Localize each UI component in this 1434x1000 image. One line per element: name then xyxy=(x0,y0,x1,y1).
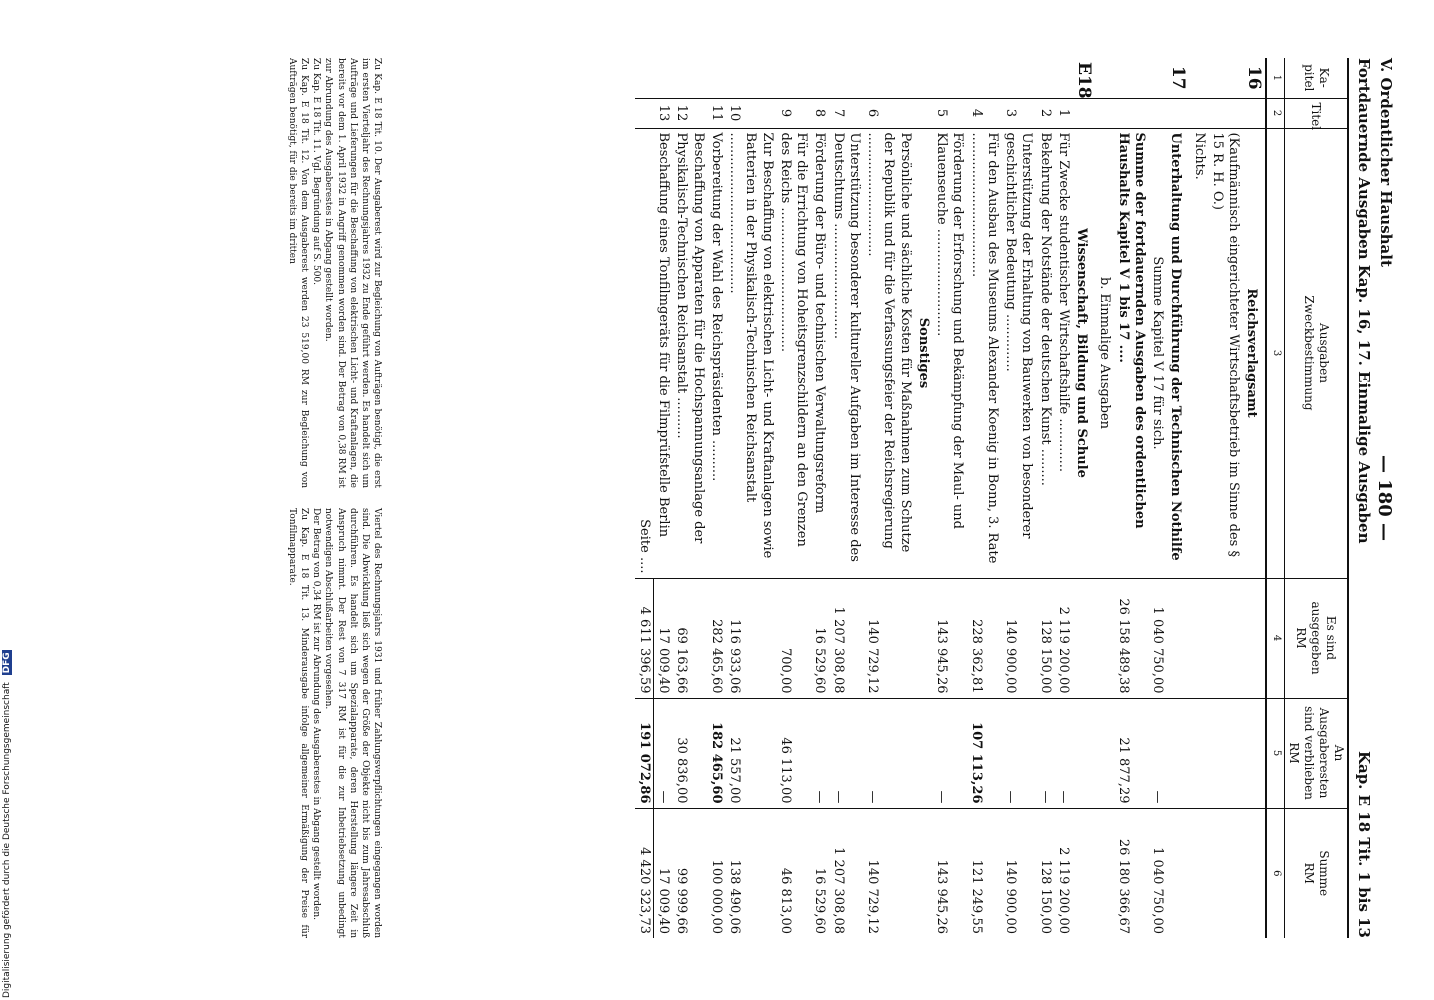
summe-cell: 4 420 323,73 xyxy=(635,808,654,938)
resten-cell xyxy=(1208,698,1243,808)
ausgegeben-cell: 143 945,26 xyxy=(932,578,967,698)
table-row xyxy=(1242,58,1266,938)
titel-cell xyxy=(914,98,932,128)
ausgegeben-cell: 4 611 396,59 xyxy=(635,578,654,698)
footnotes-left xyxy=(286,58,383,488)
titel-cell: 8 xyxy=(810,98,828,128)
kapitel-cell xyxy=(1095,58,1113,98)
kapitel-cell xyxy=(776,58,811,98)
header-range: Kap. E 18 Tit. 1 bis 13 xyxy=(1355,750,1373,938)
col-number: 1 xyxy=(1267,58,1285,98)
kapitel-cell xyxy=(1054,58,1072,98)
table-row xyxy=(725,58,776,938)
summe-cell xyxy=(914,808,932,938)
rotated-page-content xyxy=(95,58,1395,938)
kapitel-cell: 16 xyxy=(1244,65,1265,90)
col-zweck-header: Ausgaben Zweckbestimmung xyxy=(1285,128,1349,578)
ausgegeben-cell: 1 207 308,08 xyxy=(829,578,864,698)
summe-cell: 16 529,60 xyxy=(810,808,828,938)
col-resten-unit: RM xyxy=(1287,742,1301,764)
ausgegeben-cell xyxy=(1208,578,1243,698)
resten-cell xyxy=(1242,698,1266,808)
table-row xyxy=(1190,58,1208,938)
col-number: 3 xyxy=(1267,128,1285,578)
ausgegeben-cell: 2 119 200,00 xyxy=(1054,578,1072,698)
resten-cell xyxy=(1072,698,1095,808)
page-number: — 180 — xyxy=(1374,454,1395,542)
resten-cell xyxy=(914,698,932,808)
kapitel-cell xyxy=(829,58,864,98)
summe-cell: 100 000,00 xyxy=(707,808,725,938)
zweck-cell: Beschaffung eines Tonfilmgeräts für die Filmprüfstelle Berlin xyxy=(654,128,673,578)
budget-table xyxy=(635,58,1349,938)
zweck-cell: Sonstiges xyxy=(914,128,932,578)
col-number: 5 xyxy=(1267,698,1285,808)
table-row xyxy=(1054,58,1072,938)
ausgegeben-cell: 116 933,06 xyxy=(725,578,776,698)
table-row xyxy=(1166,58,1189,938)
titel-cell xyxy=(1072,98,1095,128)
titel-cell xyxy=(1190,98,1208,128)
col-number: 6 xyxy=(1267,808,1285,938)
kapitel-cell xyxy=(1036,58,1054,98)
zweck-cell: Vorbereitung der Wahl des Reichspräsidenten .......... xyxy=(707,128,725,578)
summe-cell xyxy=(1166,808,1189,938)
ausgegeben-cell: 282 465,60 xyxy=(707,578,725,698)
ausgegeben-cell xyxy=(1095,578,1113,698)
zweck-cell: Bekehrung der Notstände der deutschen Kunst ......... xyxy=(1036,128,1054,578)
zweck-cell: Beschaffung von Apparaten für die Hochspannungsanlage der Physikalisch-Technischen Reichsanstalt .......... xyxy=(672,128,707,578)
kapitel-cell: E18 xyxy=(1074,62,1095,99)
titel-cell: 5 xyxy=(932,98,967,128)
table-row xyxy=(1208,58,1243,938)
resten-cell xyxy=(1095,698,1113,808)
kapitel-cell xyxy=(1208,58,1243,98)
footnote-text: Zu Kap. E 18 Tit. 10. Der Ausgaberest wird zur Begleichung von Aufträgen benötigt, die erst im ersten Vierteljahr des Rechnungsjahres 1932 zu Ende geführt werden. Es handelt sich um Aufträge und Lieferungen für die Beschaffung von elektrischen Licht- und Kraftanlagen, die bereits vor dem 1. April 1932 in Angriff genommen worden sind. Der Betrag von 0,38 RM ist zur Abrundung des Ausgaberestes in Abgang gestellt worden. Zu Kap. E 18 Tit. 11. Vgl. Begründung auf S. 500. Zu Kap. E 18 Tit. 12. Von dem Ausgaberest werden 23 519,00 RM zur Begleichung von Aufträgen benötigt, für die bereits im dritten xyxy=(287,58,382,488)
zweck-cell: Förderung der Erforschung und Bekämpfung der Maul- und Klauenseuche .......................... xyxy=(932,128,967,578)
table-row xyxy=(672,58,707,938)
summe-cell xyxy=(1072,808,1095,938)
summe-cell: 1 207 308,08 xyxy=(829,808,864,938)
titel-cell: 1 xyxy=(1054,98,1072,128)
zweck-cell: Für den Ausbau des Museums Alexander Koenig in Bonn, 3. Rate ................................... xyxy=(967,128,1002,578)
ausgegeben-cell xyxy=(1242,578,1266,698)
table-row xyxy=(829,58,864,938)
col-ausgegeben-label: Es sind ausgegeben xyxy=(1309,601,1339,675)
summe-cell: 99 999,66 xyxy=(672,808,707,938)
header-subtitle: Fortdauernde Ausgaben Kap. 16, 17. Einmalige Ausgaben xyxy=(1355,58,1373,544)
titel-cell xyxy=(1208,98,1243,128)
table-row xyxy=(967,58,1002,938)
table-row xyxy=(654,58,673,938)
page-header xyxy=(1349,58,1395,938)
kapitel-cell xyxy=(967,58,1002,98)
table-row xyxy=(914,58,932,938)
zweck-cell: Summe der fortdauernden Ausgaben des ordentlichen Haushalts Kapitel V 1 bis 17 .... xyxy=(1114,128,1149,578)
kapitel-cell xyxy=(932,58,967,98)
summe-cell xyxy=(1095,808,1113,938)
zweck-cell: Zur Beschaffung von elektrischen Licht- und Kraftanlagen sowie Batterien in der Physikalisch-Technischen Reichsanstalt ....................................... xyxy=(725,128,776,578)
summe-cell: 26 180 366,67 xyxy=(1114,808,1149,938)
resten-cell: 46 113,00 xyxy=(776,698,811,808)
footnotes-right xyxy=(286,508,383,938)
ausgegeben-cell xyxy=(1166,578,1189,698)
table-row xyxy=(707,58,725,938)
table-row xyxy=(1072,58,1095,938)
summe-cell: 1 040 750,00 xyxy=(1148,808,1166,938)
kapitel-cell xyxy=(725,58,776,98)
resten-cell xyxy=(1190,698,1208,808)
titel-cell xyxy=(635,98,654,128)
ausgegeben-cell xyxy=(914,578,932,698)
titel-cell: 2 xyxy=(1036,98,1054,128)
zweck-cell: b. Einmalige Ausgaben xyxy=(1095,128,1113,578)
summe-cell: 143 945,26 xyxy=(932,808,967,938)
titel-cell: 13 xyxy=(654,98,673,128)
resten-cell: — xyxy=(810,698,828,808)
kapitel-cell xyxy=(654,58,673,98)
summe-cell: 138 490,06 xyxy=(725,808,776,938)
kapitel-cell xyxy=(707,58,725,98)
col-summe-label: Summe xyxy=(1317,850,1331,897)
dfg-logo: DFG xyxy=(2,652,12,674)
ausgegeben-cell: 228 362,81 xyxy=(967,578,1002,698)
ausgegeben-cell: 140 900,00 xyxy=(1001,578,1036,698)
titel-cell xyxy=(1242,98,1266,128)
titel-cell: 3 xyxy=(1001,98,1036,128)
zweck-cell: Für Zwecke studentischer Wirtschaftshilfe ............. xyxy=(1054,128,1072,578)
resten-cell: 21 877,29 xyxy=(1114,698,1149,808)
titel-cell: 7 xyxy=(829,98,864,128)
titel-cell: 11 xyxy=(707,98,725,128)
summe-cell: 17 009,40 xyxy=(654,808,673,938)
summe-cell: 2 119 200,00 xyxy=(1054,808,1072,938)
zweck-cell: Für die Errichtung von Hoheitsgrenzschildern an den Grenzen des Reichs ................................... xyxy=(776,128,811,578)
kapitel-cell xyxy=(1114,58,1149,98)
zweck-cell: Persönliche und sächliche Kosten für Maßnahmen zum Schutze der Republik und für die Verfassungsfeier der Reichsregierung .............................. xyxy=(863,128,914,578)
resten-cell: 107 113,26 xyxy=(967,698,1002,808)
zweck-cell: Reichsverlagsamt xyxy=(1242,128,1266,578)
col-number: 2 xyxy=(1267,98,1285,128)
summe-cell: 46 813,00 xyxy=(776,808,811,938)
summe-cell xyxy=(1190,808,1208,938)
col-titel-header: Titel xyxy=(1285,98,1349,128)
zweck-cell: Wissenschaft, Bildung und Schule xyxy=(1072,128,1095,578)
resten-cell: — xyxy=(1036,698,1054,808)
kapitel-cell xyxy=(914,58,932,98)
resten-cell: — xyxy=(829,698,864,808)
resten-cell: — xyxy=(1148,698,1166,808)
col-number: 4 xyxy=(1267,578,1285,698)
titel-cell: 12 xyxy=(672,98,707,128)
summe-cell: 128 150,00 xyxy=(1036,808,1054,938)
resten-cell: 30 836,00 xyxy=(672,698,707,808)
zweck-cell: Unterhaltung und Durchführung der Technischen Nothilfe xyxy=(1166,128,1189,578)
col-ausgegeben-header xyxy=(1285,578,1349,698)
resten-cell xyxy=(1166,698,1189,808)
summe-cell xyxy=(1242,808,1266,938)
table-row xyxy=(635,58,654,938)
table-row xyxy=(1148,58,1166,938)
summe-cell: 121 249,55 xyxy=(967,808,1002,938)
header-section: V. Ordentlicher Haushalt xyxy=(1377,58,1395,267)
resten-cell: 191 072,86 xyxy=(635,698,654,808)
table-row xyxy=(1036,58,1054,938)
stamp-text: Digitalisierung gefördert durch die Deutsche Forschungsgemeinschaft xyxy=(2,682,12,998)
titel-cell: 4 xyxy=(967,98,1002,128)
summe-cell: 140 900,00 xyxy=(1001,808,1036,938)
zweck-cell: Förderung der Büro- und technischen Verwaltungsreform xyxy=(810,128,828,578)
ausgegeben-cell xyxy=(1190,578,1208,698)
titel-cell xyxy=(1095,98,1113,128)
col-kapitel-header: Ka- pitel xyxy=(1285,58,1349,98)
zweck-cell: (Kaufmännisch eingerichteter Wirtschaftsbetrieb im Sinne des § 15 R. H. O.) xyxy=(1208,128,1243,578)
titel-cell: 10 xyxy=(725,98,776,128)
ausgegeben-cell xyxy=(1072,578,1095,698)
titel-cell xyxy=(1148,98,1166,128)
table-row xyxy=(863,58,914,938)
kapitel-cell xyxy=(1001,58,1036,98)
table-row xyxy=(1095,58,1113,938)
kapitel-cell xyxy=(672,58,707,98)
col-ausgegeben-unit: RM xyxy=(1294,627,1309,649)
ausgegeben-cell: 16 529,60 xyxy=(810,578,828,698)
zweck-cell: Seite .... xyxy=(635,128,654,578)
kapitel-cell xyxy=(863,58,914,98)
kapitel-cell xyxy=(1190,58,1208,98)
table-row xyxy=(810,58,828,938)
table-body xyxy=(635,58,1267,938)
resten-cell: — xyxy=(1001,698,1036,808)
ausgegeben-cell: 128 150,00 xyxy=(1036,578,1054,698)
kapitel-cell xyxy=(810,58,828,98)
ausgegeben-cell: 1 040 750,00 xyxy=(1148,578,1166,698)
ausgegeben-cell: 69 163,66 xyxy=(672,578,707,698)
resten-cell: — xyxy=(654,698,673,808)
resten-cell: — xyxy=(932,698,967,808)
summe-cell: 140 729,12 xyxy=(863,808,914,938)
resten-cell: 21 557,00 xyxy=(725,698,776,808)
col-resten-label: An Ausgaberesten sind verblieben xyxy=(1302,706,1346,800)
titel-cell: 9 xyxy=(776,98,811,128)
ausgegeben-cell: 700,00 xyxy=(776,578,811,698)
zweck-cell: Summe Kapitel V 17 für sich. xyxy=(1148,128,1166,578)
table-row xyxy=(932,58,967,938)
summe-cell xyxy=(1208,808,1243,938)
ausgegeben-cell: 26 158 489,38 xyxy=(1114,578,1149,698)
ausgegeben-cell: 17 009,40 xyxy=(654,578,673,698)
col-summe-unit: RM xyxy=(1302,862,1316,884)
col-summe-header xyxy=(1285,808,1349,938)
table-row xyxy=(1114,58,1149,938)
ausgegeben-cell: 140 729,12 xyxy=(863,578,914,698)
kapitel-cell xyxy=(635,58,654,98)
kapitel-cell: 17 xyxy=(1168,65,1189,90)
zweck-cell: Unterstützung besonderer kultureller Aufgaben im Interesse des Deutschtums ............................ xyxy=(829,128,864,578)
resten-cell: — xyxy=(1054,698,1072,808)
zweck-cell: Unterstützung der Erhaltung von Bauwerken von besonderer geschichtlicher Bedeutung .............. xyxy=(1001,128,1036,578)
dfg-stamp xyxy=(2,598,16,998)
table-row xyxy=(776,58,811,938)
zweck-cell: Nichts. xyxy=(1190,128,1208,578)
col-resten-header xyxy=(1285,698,1349,808)
titel-cell xyxy=(1166,98,1189,128)
titel-cell xyxy=(1114,98,1149,128)
resten-cell: — xyxy=(863,698,914,808)
kapitel-cell xyxy=(1148,58,1166,98)
resten-cell: 182 465,60 xyxy=(707,698,725,808)
titel-cell: 6 xyxy=(863,98,914,128)
table-row xyxy=(1001,58,1036,938)
footnote-text: Viertel des Rechnungsjahrs 1931 und früher Zahlungsverpflichtungen eingegangen worden sind. Die Abwicklung ließ sich wegen der Größe der Objekte nicht bis zum Jahresabschluß durchführen. Es handelt sich um Spezialapparate, deren Herstellung längere Zeit in Anspruch nimmt. Der Rest von 7 317 RM ist für die zur Inbetriebsetzung unbedingt notwendigen Abschlußarbeiten vorgesehen. Der Betrag von 0,34 RM ist zur Abrundung des Ausgaberestes in Abgang gestellt worden. Zu Kap. E 18 Tit. 13. Minderausgabe infolge allgemeiner Ermäßigung der Preise für Tonfilmapparate. xyxy=(287,508,382,938)
